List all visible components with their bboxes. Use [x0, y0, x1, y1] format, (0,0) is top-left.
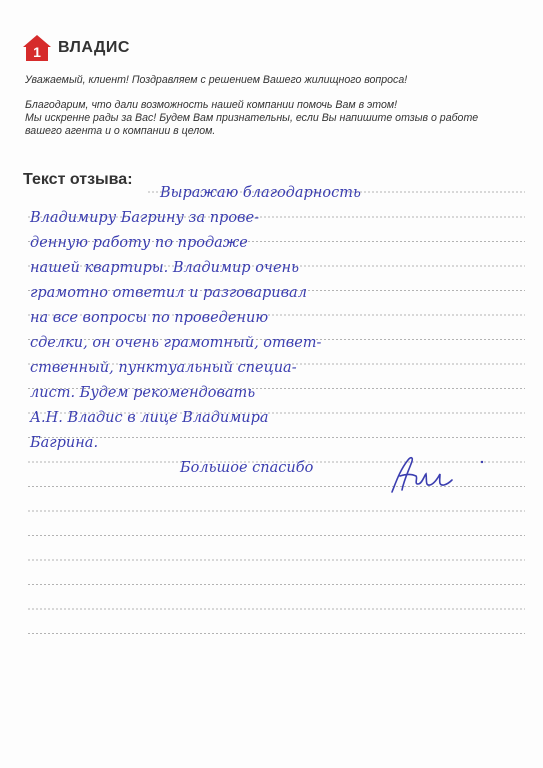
review-line: на все вопросы по проведению [30, 310, 269, 326]
review-line: А.Н. Владис в лице Владимира [30, 410, 269, 426]
intro-request: Мы искренне рады за Вас! Будем Вам признательны, если Вы напишите отзыв о работе [25, 112, 479, 124]
review-line: денную работу по продаже [30, 235, 248, 251]
handwritten-signature-icon [378, 452, 488, 497]
svg-text:1: 1 [33, 44, 41, 60]
review-line: Владимиру Багрину за прове- [30, 210, 259, 226]
intro-greeting: Уважаемый, клиент! Поздравляем с решением Вашего жилищного вопроса! [25, 74, 408, 86]
review-line: нашей квартиры. Владимир очень [30, 260, 299, 276]
review-line: сделки, он очень грамотный, ответ- [30, 335, 322, 351]
review-label: Текст отзыва: [23, 171, 133, 188]
review-line: Выражаю благодарность [160, 185, 361, 201]
review-line: Багрина. [30, 435, 99, 451]
review-line: Большое спасибо [180, 460, 314, 476]
review-line: лист. Будем рекомендовать [30, 385, 256, 401]
review-line: грамотно ответил и разговаривал [30, 285, 307, 301]
brand-name: ВЛАДИС [58, 39, 130, 56]
intro-request-cont: вашего агента и о компании в целом. [25, 125, 216, 137]
review-line: ственный, пунктуальный специа- [30, 360, 297, 376]
intro-thanks: Благодарим, что дали возможность нашей компании помочь Вам в этом! [25, 99, 398, 111]
